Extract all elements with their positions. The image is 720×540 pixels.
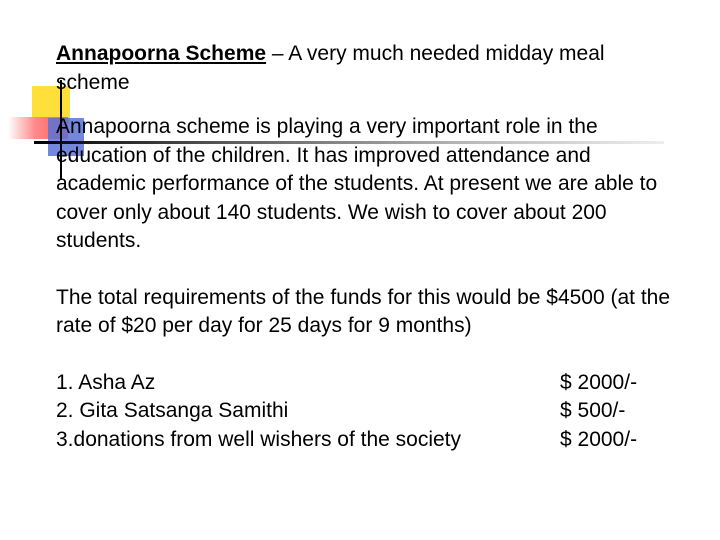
funding-amount: $ 500/-: [560, 399, 626, 422]
slide-content: [56, 40, 676, 454]
impact-paragraph: Annapoorna scheme is playing a very important role in the education of the children. It has improved attendance and academic performance of the students. At present we are able to cover only about 140 students. We wish to cover about 200 students.: [56, 115, 658, 252]
funding-source-name: 2. Gita Satsanga Samithi: [56, 399, 289, 422]
funding-list: [56, 369, 676, 455]
funds-requirement-paragraph: The total requirements of the funds for this would be $4500 (at the rate of $20 per day for 25 days for 9 months): [56, 285, 671, 337]
funding-amount: $ 2000/-: [560, 427, 638, 451]
funding-source-name: 3.donations from well wishers of the society: [56, 427, 462, 451]
funding-amount: $ 2000/-: [560, 370, 638, 394]
funding-source-name: 1. Asha Az: [56, 370, 156, 394]
title-subtitle: – A very much needed midday meal scheme: [56, 42, 605, 94]
slide-title: [56, 40, 676, 97]
scheme-name: Annapoorna Scheme: [56, 42, 267, 65]
